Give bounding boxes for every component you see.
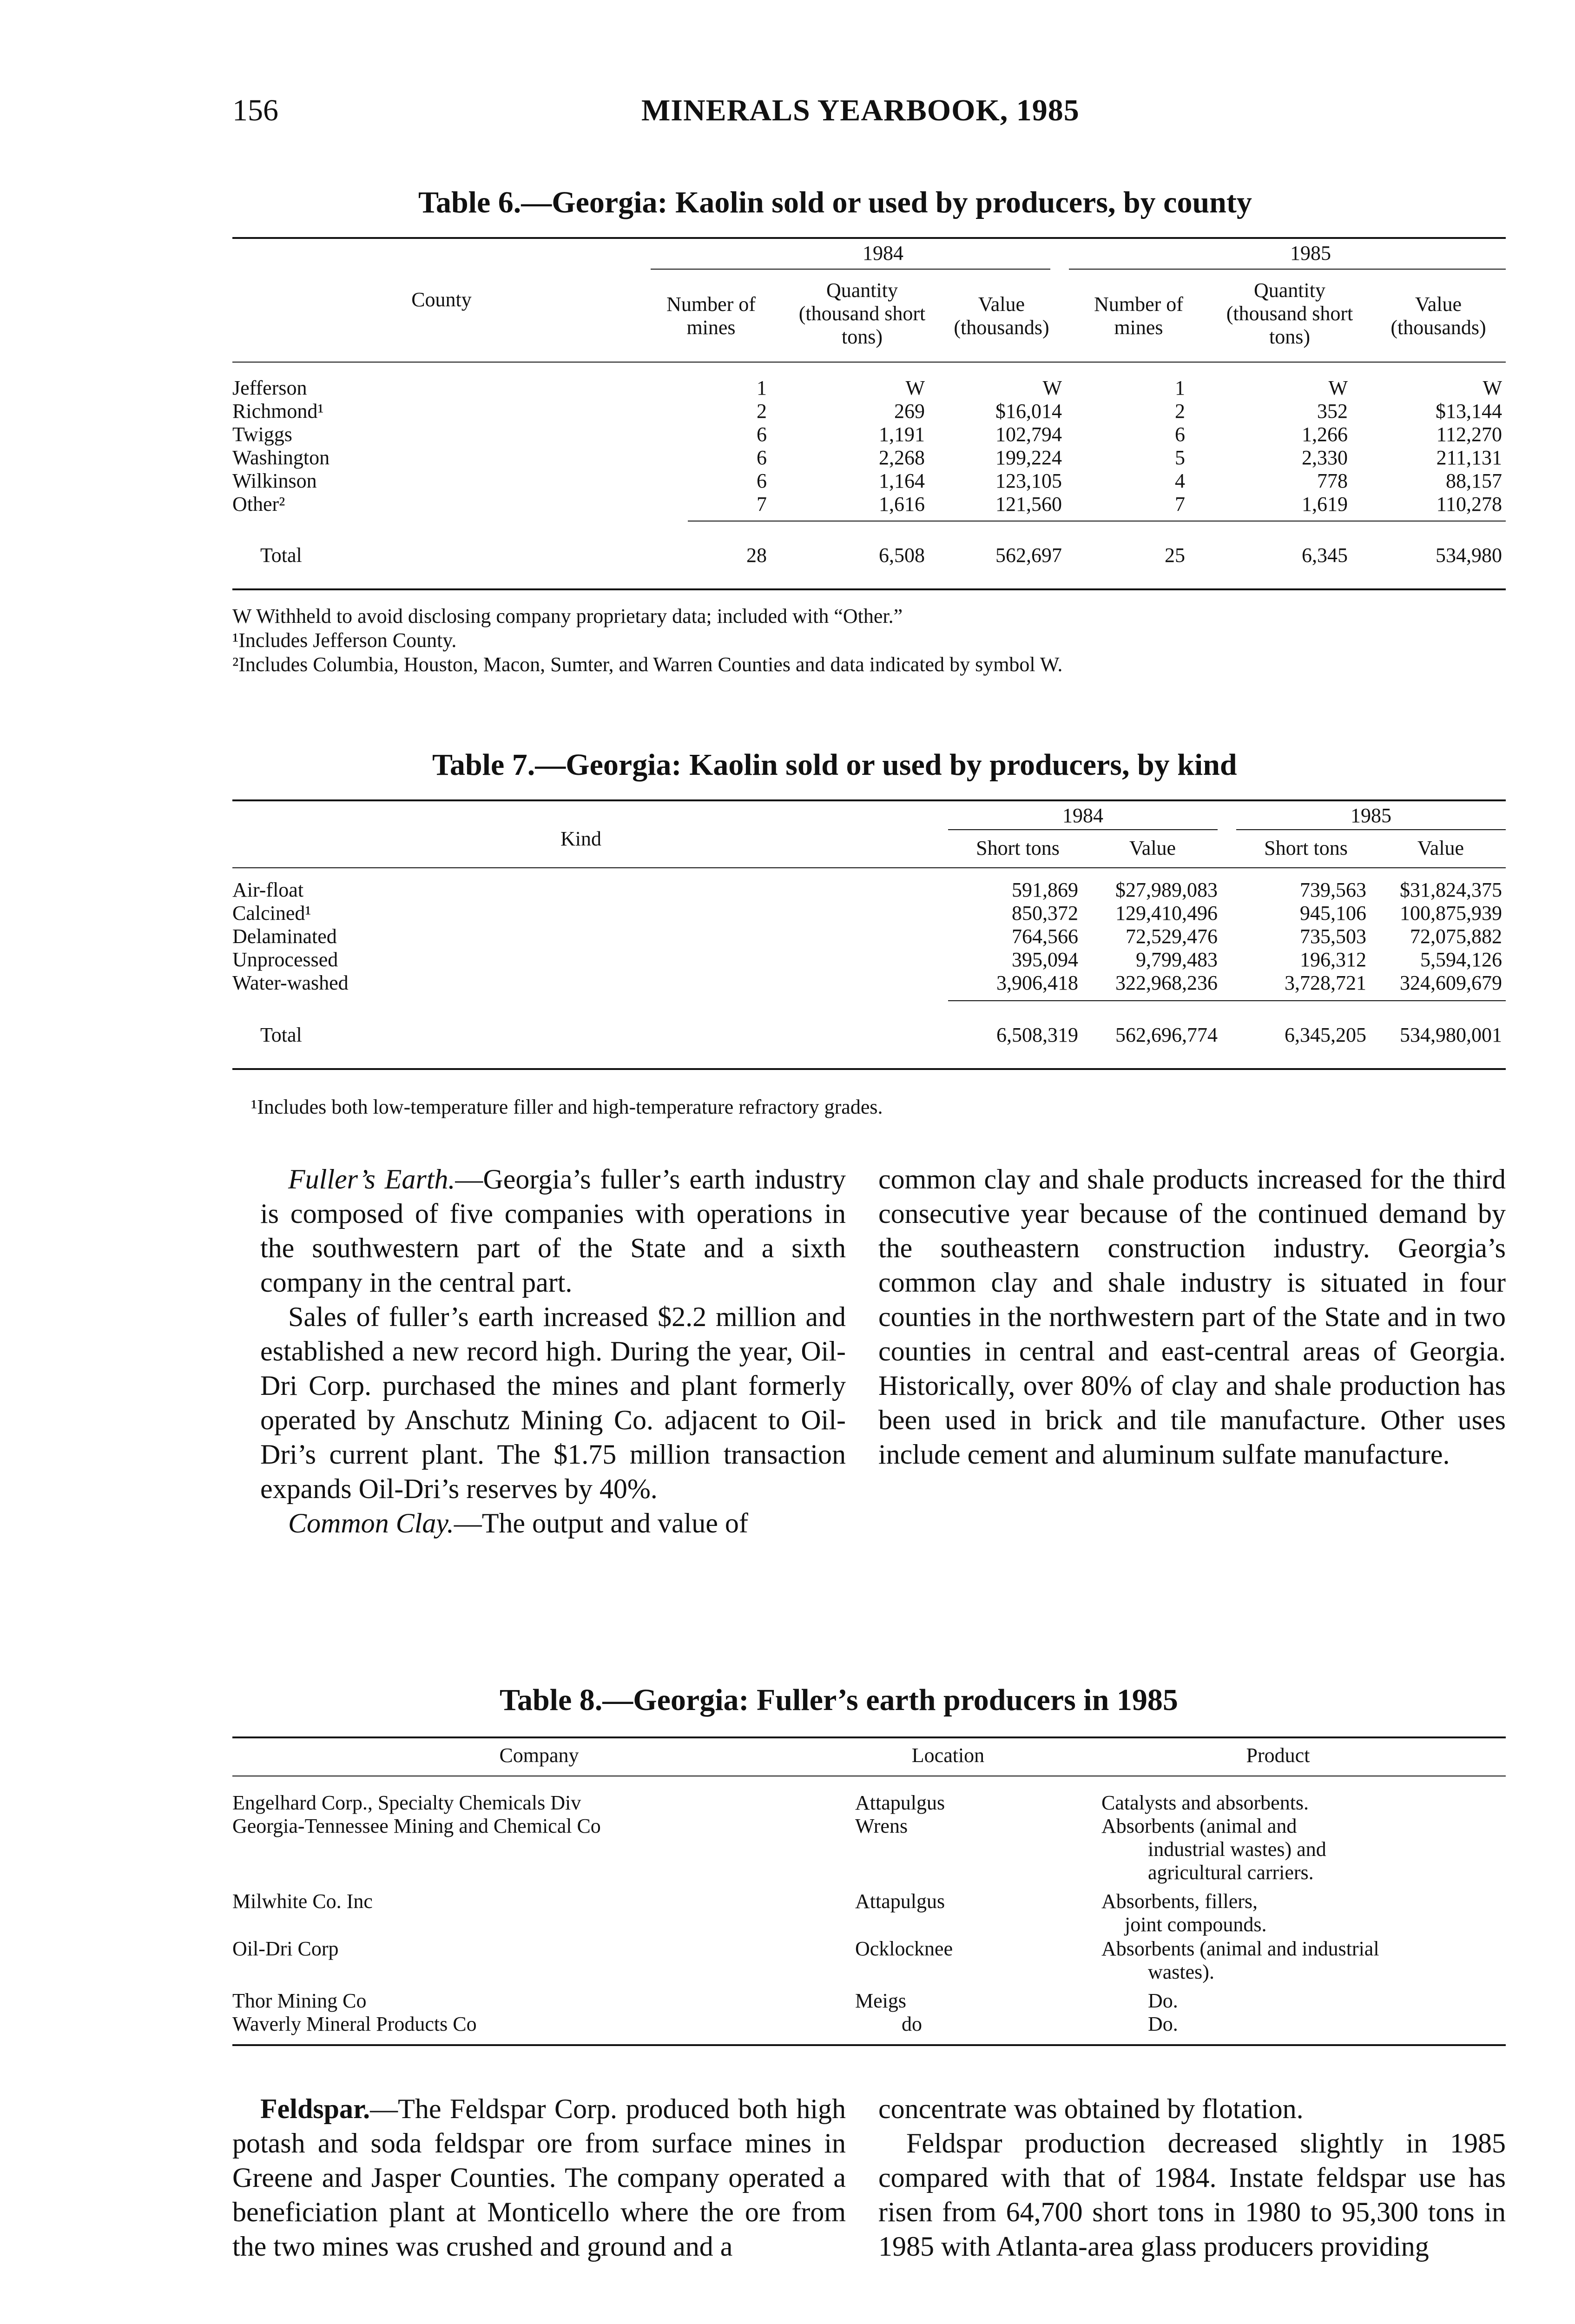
- company-name: Georgia-Tennessee Mining and Chemical Co: [232, 1815, 601, 1837]
- company-product: Absorbents (animal and industrial: [1101, 1937, 1379, 1960]
- table7: [232, 799, 1506, 1088]
- value-1985: 110,278: [1436, 493, 1502, 515]
- common-clay-heading: Common Clay.: [288, 1508, 454, 1538]
- table8-row: [232, 1937, 1506, 1984]
- table6-row: [232, 446, 1506, 469]
- quantity-1984: 1,191: [879, 423, 925, 446]
- table6-mines84-header: Number of mines: [666, 293, 756, 339]
- value-1984: W: [1042, 376, 1062, 399]
- feldspar-column: [232, 2092, 846, 2264]
- feldspar-heading: Feldspar.: [260, 2093, 370, 2124]
- table7-year2: 1985: [1351, 804, 1391, 827]
- mines-1985: 7: [1175, 493, 1185, 515]
- company-location: Wrens: [855, 1815, 908, 1837]
- company-name: Engelhard Corp., Specialty Chemicals Div: [232, 1791, 581, 1814]
- table7-value85-header: Value: [1417, 837, 1464, 859]
- value-1985: 88,157: [1446, 469, 1502, 492]
- kind-name: Water-washed: [232, 971, 349, 994]
- table6-value84-header: Value (thousands): [954, 293, 1049, 339]
- table7-tons84-header: Short tons: [976, 837, 1060, 859]
- table6-qty85-header: Quantity (thousand short tons): [1226, 279, 1353, 348]
- mines-1985: 4: [1175, 469, 1185, 492]
- table6-footnote: W Withheld to avoid disclosing company proprietary data; included with “Other.”: [232, 605, 903, 627]
- company-product: agricultural carriers.: [1148, 1861, 1314, 1884]
- fullers-earth-column: [260, 1162, 846, 1540]
- company-product: joint compounds.: [1125, 1913, 1267, 1936]
- total-value-1985: 534,980,001: [1400, 1023, 1502, 1046]
- table7-row: [232, 925, 1506, 948]
- feldspar-right-column: [878, 2092, 1506, 2264]
- county-name: Jefferson: [232, 376, 307, 399]
- company-location: Attapulgus: [855, 1890, 945, 1913]
- value-1984: 102,794: [995, 423, 1062, 446]
- company-product: Do.: [1148, 1989, 1178, 2012]
- table6-year2-rule: [1069, 269, 1506, 270]
- value-1984: 322,968,236: [1115, 971, 1218, 994]
- value-1984: 9,799,483: [1136, 948, 1218, 971]
- table6-row: [232, 469, 1506, 493]
- tons-1985: 739,563: [1300, 878, 1366, 901]
- table7-row: [232, 902, 1506, 925]
- total-quantity-1984: 6,508: [879, 544, 925, 567]
- value-1985: 72,075,882: [1410, 925, 1502, 948]
- mines-1984: 2: [757, 400, 767, 423]
- total-label: Total: [260, 544, 302, 567]
- company-product: wastes).: [1148, 1961, 1214, 1983]
- quantity-1985: 1,619: [1302, 493, 1348, 515]
- table8-company-header: Company: [499, 1744, 579, 1767]
- fullers-earth-heading: Fuller’s Earth.: [288, 1164, 455, 1195]
- total-mines-1984: 28: [746, 544, 767, 567]
- company-location: Attapulgus: [855, 1791, 945, 1814]
- quantity-1985: 2,330: [1302, 446, 1348, 469]
- total-value-1985: 534,980: [1436, 544, 1502, 567]
- table6-caption: Table 6.—Georgia: Kaolin sold or used by producers, by county: [418, 185, 1252, 219]
- fullers-earth-sales-paragraph: Sales of fuller’s earth increased $2.2 million and established a new record high. During the year, Oil-Dri Corp. purchased the mines and plant formerly operated by Anschutz Mining Co. adjacent to Oil-Dri’s current plant. The $1.75 million transaction expands Oil-Dri’s reserves by 40%.: [260, 1301, 846, 1504]
- quantity-1984: 269: [894, 400, 925, 423]
- table8: [232, 1736, 1506, 2062]
- table6-bottom-rule: [232, 588, 1506, 590]
- quantity-1985: W: [1328, 376, 1348, 399]
- total-label: Total: [260, 1023, 302, 1046]
- table6-row: [232, 423, 1506, 446]
- tons-1985: 945,106: [1300, 902, 1366, 924]
- table6-row: [232, 493, 1506, 516]
- company-product: Catalysts and absorbents.: [1101, 1791, 1309, 1814]
- value-1985: $31,824,375: [1400, 878, 1502, 901]
- county-name: Richmond¹: [232, 400, 324, 423]
- value-1985: 5,594,126: [1420, 948, 1502, 971]
- mines-1984: 6: [757, 446, 767, 469]
- total-tons-1985: 6,345,205: [1285, 1023, 1366, 1046]
- value-1984: 199,224: [995, 446, 1062, 469]
- table7-header-rule: [232, 867, 1506, 868]
- table7-top-rule: [232, 799, 1506, 801]
- company-product: Absorbents, fillers,: [1101, 1890, 1258, 1913]
- table7-bottom-rule: [232, 1068, 1506, 1070]
- table6-value85-header: Value (thousands): [1390, 293, 1486, 339]
- total-value-1984: 562,696,774: [1115, 1023, 1218, 1046]
- table6-top-rule: [232, 237, 1506, 239]
- value-1985: 112,270: [1436, 423, 1502, 446]
- value-1985: 100,875,939: [1400, 902, 1502, 924]
- table8-row: [232, 1989, 1506, 2013]
- table8-product-header: Product: [1246, 1744, 1310, 1767]
- value-1984: 121,560: [995, 493, 1062, 515]
- table7-year2-rule: [1236, 829, 1506, 830]
- table7-total-row: [232, 1023, 1506, 1047]
- company-location: Ocklocknee: [855, 1937, 953, 1960]
- tons-1985: 3,728,721: [1285, 971, 1366, 994]
- running-title: MINERALS YEARBOOK, 1985: [641, 93, 1080, 127]
- mines-1985: 6: [1175, 423, 1185, 446]
- mines-1984: 6: [757, 469, 767, 492]
- common-clay-column: [878, 1162, 1506, 1472]
- table7-tons85-header: Short tons: [1264, 837, 1348, 859]
- table7-year1: 1984: [1062, 804, 1103, 827]
- quantity-1985: 352: [1317, 400, 1348, 423]
- table8-top-rule: [232, 1736, 1506, 1738]
- county-name: Twiggs: [232, 423, 292, 446]
- tons-1985: 196,312: [1300, 948, 1366, 971]
- tons-1985: 735,503: [1300, 925, 1366, 948]
- value-1984: 123,105: [995, 469, 1062, 492]
- value-1985: 324,609,679: [1400, 971, 1502, 994]
- mines-1985: 1: [1175, 376, 1185, 399]
- quantity-1984: 1,164: [879, 469, 925, 492]
- tons-1984: 591,869: [1012, 878, 1078, 901]
- kind-name: Air-float: [232, 878, 304, 901]
- mines-1985: 2: [1175, 400, 1185, 423]
- kind-name: Calcined¹: [232, 902, 311, 924]
- table6-footnote: ²Includes Columbia, Houston, Macon, Sumter, and Warren Counties and data indicated by symbol W.: [232, 653, 1063, 676]
- mines-1984: 6: [757, 423, 767, 446]
- feldspar-production-paragraph: Feldspar production decreased slightly in 1985 compared with that of 1984. Instate feldspar use has risen from 64,700 short tons in 1980 to 95,300 tons in 1985 with Atlanta-area glass producers providing: [878, 2128, 1506, 2262]
- tons-1984: 3,906,418: [996, 971, 1078, 994]
- kind-name: Unprocessed: [232, 948, 338, 971]
- value-1985: $13,144: [1436, 400, 1502, 423]
- table7-row: [232, 948, 1506, 971]
- table6-total-row: [232, 544, 1506, 567]
- company-name: Waverly Mineral Products Co: [232, 2013, 477, 2035]
- company-name: Oil-Dri Corp: [232, 1937, 339, 1960]
- table8-bottom-rule: [232, 2044, 1506, 2046]
- table8-caption: Table 8.—Georgia: Fuller’s earth producers in 1985: [500, 1683, 1178, 1717]
- feldspar-paragraph: —The Feldspar Corp. produced both high potash and soda feldspar ore from surface mines in Greene and Jasper Counties. The company operated a beneficiation plant at Monticello where the ore from the two mines was crushed and ground and a: [232, 2093, 846, 2262]
- value-1984: 129,410,496: [1115, 902, 1218, 924]
- table6-year2: 1985: [1290, 242, 1331, 264]
- page-number: 156: [232, 93, 278, 127]
- total-mines-1985: 25: [1165, 544, 1185, 567]
- value-1984: $27,989,083: [1115, 878, 1218, 901]
- table8-location-header: Location: [911, 1744, 985, 1767]
- value-1985: 211,131: [1436, 446, 1502, 469]
- total-quantity-1985: 6,345: [1302, 544, 1348, 567]
- quantity-1984: 2,268: [879, 446, 925, 469]
- table6-footnote: ¹Includes Jefferson County.: [232, 629, 457, 652]
- quantity-1984: 1,616: [879, 493, 925, 515]
- kind-name: Delaminated: [232, 925, 337, 948]
- mines-1984: 7: [757, 493, 767, 515]
- table7-total-rule: [948, 1000, 1506, 1001]
- company-location: do: [902, 2013, 922, 2035]
- fullers-earth-paragraph: —Georgia’s fuller’s earth industry is composed of five companies with operations in the southwestern part of the State and a sixth company in the central part.: [260, 1164, 846, 1298]
- county-name: Wilkinson: [232, 469, 317, 492]
- value-1984: 72,529,476: [1126, 925, 1218, 948]
- table6-header-rule: [232, 362, 1506, 363]
- flotation-text: concentrate was obtained by flotation.: [878, 2093, 1304, 2124]
- table7-year1-rule: [948, 829, 1218, 830]
- total-tons-1984: 6,508,319: [996, 1023, 1078, 1046]
- tons-1984: 395,094: [1012, 948, 1078, 971]
- table7-value84-header: Value: [1129, 837, 1176, 859]
- company-name: Thor Mining Co: [232, 1989, 367, 2012]
- table8-row: [232, 1890, 1506, 1936]
- value-1985: W: [1483, 376, 1502, 399]
- table6-year1: 1984: [863, 242, 903, 264]
- company-product: Do.: [1148, 2013, 1178, 2035]
- page-header: [232, 93, 1506, 135]
- table6: [232, 237, 1506, 600]
- table7-row: [232, 878, 1506, 902]
- company-name: Milwhite Co. Inc: [232, 1890, 373, 1913]
- tons-1984: 764,566: [1012, 925, 1078, 948]
- common-clay-start: —The output and value of: [454, 1508, 748, 1538]
- tons-1984: 850,372: [1012, 902, 1078, 924]
- county-name: Other²: [232, 493, 285, 515]
- quantity-1985: 1,266: [1302, 423, 1348, 446]
- table6-total-rule: [688, 521, 1506, 522]
- quantity-1984: W: [905, 376, 925, 399]
- table8-row: [232, 2013, 1506, 2036]
- table7-row: [232, 971, 1506, 995]
- table6-row: [232, 400, 1506, 423]
- total-value-1984: 562,697: [995, 544, 1062, 567]
- table6-mines85-header: Number of mines: [1094, 293, 1183, 339]
- table7-caption: Table 7.—Georgia: Kaolin sold or used by producers, by kind: [432, 748, 1237, 782]
- quantity-1985: 778: [1317, 469, 1348, 492]
- table6-qty84-header: Quantity (thousand short tons): [798, 279, 926, 348]
- table8-row: [232, 1791, 1506, 1815]
- table7-footnote: ¹Includes both low-temperature filler and high-temperature refractory grades.: [251, 1096, 883, 1118]
- mines-1985: 5: [1175, 446, 1185, 469]
- table7-kind-header: Kind: [560, 827, 601, 850]
- table6-year1-rule: [651, 269, 1050, 270]
- mines-1984: 1: [757, 376, 767, 399]
- company-product: Absorbents (animal and: [1101, 1815, 1297, 1837]
- value-1984: $16,014: [995, 400, 1062, 423]
- table6-row: [232, 376, 1506, 400]
- common-clay-paragraph: common clay and shale products increased for the third consecutive year because of the continued demand by the southeastern construction industry. Georgia’s common clay and shale industry is situated in four counties in the northwestern part of the State and in two counties in central and east-central areas of Georgia. Historically, over 80% of clay and shale production has been used in brick and tile manufacture. Other uses include cement and aluminum sulfate manufacture.: [878, 1164, 1506, 1470]
- table8-row: [232, 1815, 1506, 1884]
- company-location: Meigs: [855, 1989, 906, 2012]
- company-product: industrial wastes) and: [1148, 1838, 1326, 1861]
- county-name: Washington: [232, 446, 330, 469]
- table6-county-header: County: [411, 288, 472, 311]
